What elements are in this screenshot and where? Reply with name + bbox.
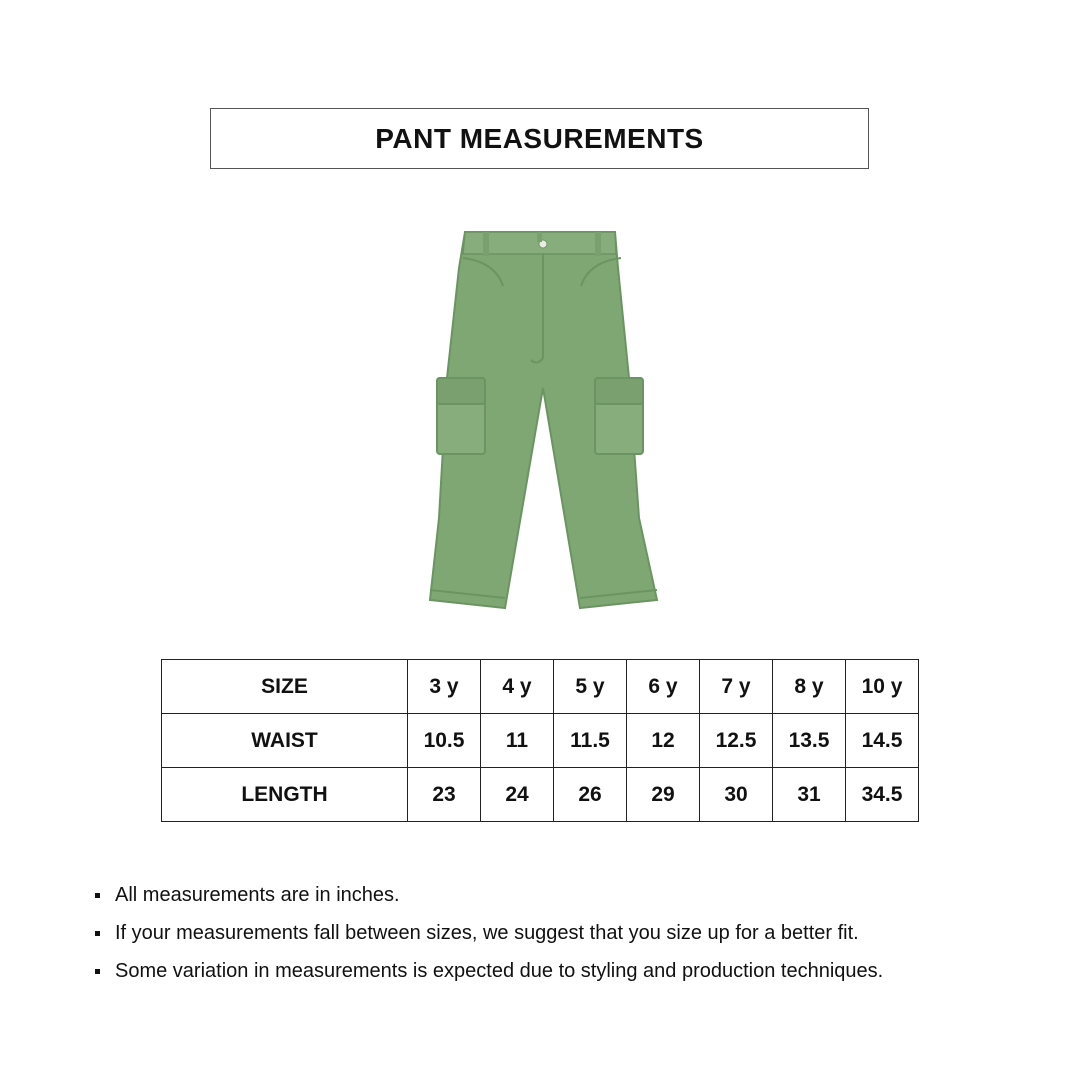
- title-box: [210, 108, 869, 169]
- table-row-size: [162, 660, 919, 714]
- table-cell: 11.5: [554, 714, 627, 768]
- bullet-icon: [95, 931, 100, 936]
- table-cell: 7 y: [700, 660, 773, 714]
- note-text: If your measurements fall between sizes, we suggest that you size up for a better fit.: [115, 921, 859, 944]
- table-cell: 31: [773, 768, 846, 822]
- table-row-length: [162, 768, 919, 822]
- table-cell: 4 y: [481, 660, 554, 714]
- table-cell: 26: [554, 768, 627, 822]
- table-cell: 13.5: [773, 714, 846, 768]
- table-cell: 10.5: [408, 714, 481, 768]
- table-cell: 14.5: [846, 714, 919, 768]
- table-cell: 3 y: [408, 660, 481, 714]
- row-label: LENGTH: [162, 768, 408, 822]
- row-label: SIZE: [162, 660, 408, 714]
- list-item: [92, 914, 1052, 952]
- table-cell: 24: [481, 768, 554, 822]
- page-title: PANT MEASUREMENTS: [375, 122, 704, 154]
- table-cell: 12: [627, 714, 700, 768]
- table-cell: 29: [627, 768, 700, 822]
- notes-list: [92, 876, 1052, 990]
- table-cell: 11: [481, 714, 554, 768]
- table-cell: 5 y: [554, 660, 627, 714]
- list-item: [92, 876, 1052, 914]
- bullet-icon: [95, 969, 100, 974]
- table-cell: 23: [408, 768, 481, 822]
- size-table: [161, 659, 919, 822]
- bullet-icon: [95, 893, 100, 898]
- table-cell: 12.5: [700, 714, 773, 768]
- table-cell: 34.5: [846, 768, 919, 822]
- row-label: WAIST: [162, 714, 408, 768]
- note-text: All measurements are in inches.: [115, 883, 400, 906]
- table-cell: 10 y: [846, 660, 919, 714]
- list-item: [92, 952, 1052, 990]
- table-row-waist: [162, 714, 919, 768]
- note-text: Some variation in measurements is expected due to styling and production techniques.: [115, 959, 884, 982]
- table-cell: 8 y: [773, 660, 846, 714]
- table-cell: 6 y: [627, 660, 700, 714]
- cargo-pants-icon: [425, 228, 660, 610]
- table-cell: 30: [700, 768, 773, 822]
